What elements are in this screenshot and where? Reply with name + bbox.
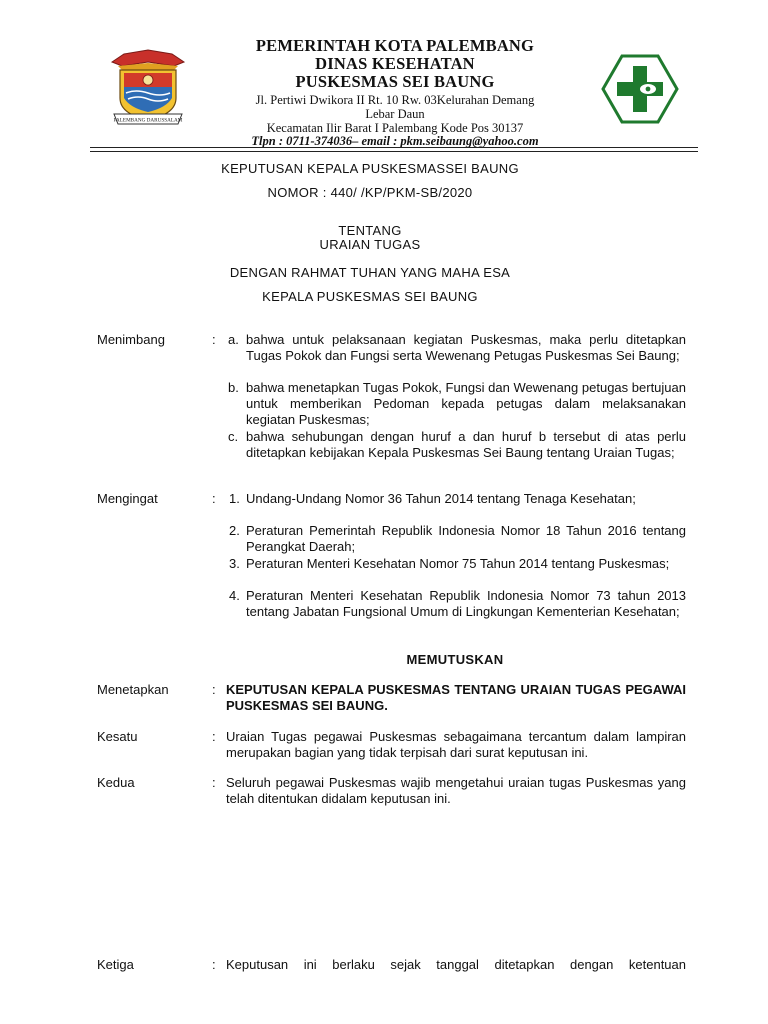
letterhead-government: PEMERINTAH KOTA PALEMBANG [255,36,535,55]
crest-ribbon-text: PALEMBANG DARUSSALAM [113,117,183,124]
kesatu-colon: : [212,729,216,744]
menimbang-item-a: bahwa untuk pelaksanaan kegiatan Puskesmas, maka perlu ditetapkan Tugas Pokok dan Fungsi serta Wewenang Petugas Puskesmas Sei Baung; [246,332,686,363]
decree-issuer: KEPALA PUSKESMAS SEI BAUNG [262,289,478,304]
menimbang-label: Menimbang [97,332,165,347]
mengingat-colon: : [212,491,216,506]
mengingat-marker-2: 2. [229,523,240,538]
letterhead-department: DINAS KESEHATAN [315,54,475,73]
mengingat-marker-4: 4. [229,588,240,603]
letterhead-clinic: PUSKESMAS SEI BAUNG [295,72,495,91]
kedua-text: Seluruh pegawai Puskesmas wajib mengetahui uraian tugas Puskesmas yang telah ditentukan didalam keputusan ini. [226,775,686,806]
letterhead-contact: Tlpn : 0711-374036– email : pkm.seibaung@yahoo.com [251,134,539,148]
kesatu-label: Kesatu [97,729,138,744]
ketiga-text: Keputusan ini berlaku sejak tanggal ditetapkan dengan ketentuan [226,957,686,972]
kedua-colon: : [212,775,216,790]
decree-blessing: DENGAN RAHMAT TUHAN YANG MAHA ESA [229,265,511,280]
menetapkan-label: Menetapkan [97,682,169,697]
menimbang-marker-a: a. [228,332,239,347]
kesatu-text: Uraian Tugas pegawai Puskesmas sebagaimana tercantum dalam lampiran merupakan bagian yang tidak terpisah dari surat keputusan ini. [226,729,686,760]
menimbang-colon: : [212,332,216,347]
letterhead-address-line2: Lebar Daun [365,107,425,121]
letterhead-rule [90,147,698,148]
memutuskan-heading: MEMUTUSKAN [406,652,504,667]
mengingat-item-3: Peraturan Menteri Kesehatan Nomor 75 Tahun 2014 tentang Puskesmas; [246,556,670,571]
kedua-label: Kedua [97,775,135,790]
ketiga-label: Ketiga [97,957,134,972]
mengingat-marker-3: 3. [229,556,240,571]
mengingat-marker-1: 1. [229,491,240,506]
menimbang-item-c: bahwa sehubungan dengan huruf a dan huruf b tersebut di atas perlu ditetapkan kebijakan Kepala Puskesmas Sei Baung tentang Uraian Tugas; [246,429,686,460]
palembang-city-crest-icon [108,48,188,130]
puskesmas-cross-emblem-icon [600,54,680,124]
menetapkan-colon: : [212,682,216,697]
mengingat-item-4: Peraturan Menteri Kesehatan Republik Indonesia Nomor 73 tahun 2013 tentang Jabatan Fungsional Umum di Lingkungan Kementerian Kesehatan; [246,588,686,619]
menimbang-marker-c: c. [228,429,239,444]
letterhead-address-line1: Jl. Pertiwi Dwikora II Rt. 10 Rw. 03Kelurahan Demang [255,93,535,107]
mengingat-item-2: Peraturan Pemerintah Republik Indonesia Nomor 18 Tahun 2016 tentang Perangkat Daerah; [246,523,686,554]
letterhead-address-line3: Kecamatan Ilir Barat I Palembang Kode Pos 30137 [266,121,524,135]
decree-title: KEPUTUSAN KEPALA PUSKESMASSEI BAUNG [221,161,519,176]
decree-tentang: TENTANG [338,223,402,238]
menetapkan-text: KEPUTUSAN KEPALA PUSKESMAS TENTANG URAIAN TUGAS PEGAWAI PUSKESMAS SEI BAUNG. [226,682,686,713]
menimbang-item-b: bahwa menetapkan Tugas Pokok, Fungsi dan Wewenang petugas bertujuan untuk memberikan Pedoman kepada petugas dalam melaksanakan kegiatan Puskesmas; [246,380,686,427]
decree-number: NOMOR : 440/ /KP/PKM-SB/2020 [267,185,473,200]
mengingat-label: Mengingat [97,491,158,506]
ketiga-colon: : [212,957,216,972]
letterhead-rule-thin [90,151,698,152]
decree-subject: URAIAN TUGAS [319,237,421,252]
mengingat-item-1: Undang-Undang Nomor 36 Tahun 2014 tentang Tenaga Kesehatan; [246,491,636,506]
menimbang-marker-b: b. [228,380,239,395]
